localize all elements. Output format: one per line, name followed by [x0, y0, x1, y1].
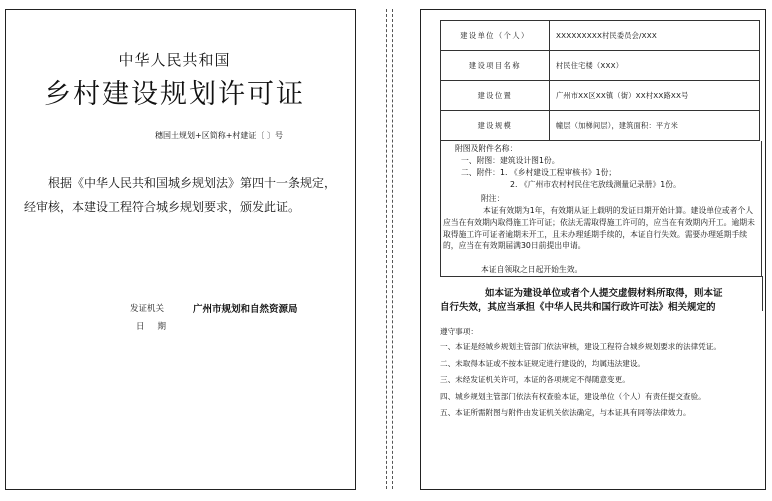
issuer-label: 发证机关 [130, 304, 165, 314]
attachments-section [440, 141, 762, 277]
location-label: 建设位置 [441, 81, 550, 111]
attachments-heading: 附图及附件名称： [455, 144, 518, 153]
project-name-label: 建设项目名称 [441, 51, 550, 81]
location-value: 广州市XX区XX镇（街）XX村XX路XX号 [550, 81, 760, 111]
false-material-warning-cut [440, 299, 760, 312]
permit-number: 穗国土规划+区简称+村建证〔 〕号 [155, 131, 283, 140]
note-heading: 附注： [481, 194, 505, 203]
note-item: 二、未取得本证或不按本证规定进行建设的，均属违法建设。 [440, 358, 646, 368]
table-row [441, 111, 760, 141]
issuer-name: 广州市规划和自然资源局 [193, 304, 298, 315]
note-item: 一、本证是经城乡规划主管部门依法审核，建设工程符合城乡规划要求的法律凭证。 [440, 342, 721, 351]
permit-title: 乡村建设规划许可证 [44, 79, 305, 110]
scale-label: 建设规模 [441, 111, 550, 141]
attachment-item-1: 二、附件：1. 《乡村建设工程审核书》1份； [461, 168, 617, 177]
table-border-right [762, 276, 763, 311]
date-label: 日期 [136, 322, 180, 332]
project-name-value: 村民住宅楼（XXX） [550, 51, 760, 81]
attachment-drawing: 一、附图：建筑设计图1份。 [461, 156, 560, 165]
false-material-warning-line-2: 自行失效，其应当承担《中华人民共和国行政许可法》相关规定的 [440, 302, 716, 312]
project-info-table [440, 20, 760, 141]
applicant-value: XXXXXXXXX村民委员会/XXX [550, 21, 760, 51]
country-name: 中华人民共和国 [118, 51, 231, 69]
notes-title: 遵守事项： [440, 327, 478, 336]
scale-value: 幢层（加梯间层），建筑面积：平方米 [550, 111, 760, 141]
fold-line-right [392, 9, 393, 489]
effective-note: 本证自领取之日起开始生效。 [481, 265, 583, 274]
fold-line-left [386, 9, 387, 489]
validity-note: 本证有效期为1年，有效期从证上载明的发证日期开始计算。建设单位或者个人应当在有效期内取得施工许可证；依法无需取得施工许可的，应当在有效期内开工。逾期未取得施工许可证者逾期未开工，且未办理延期手续的，本证自行失效。需要办理延期手续的，应当在有效期届满30日前提出申请。 [443, 206, 755, 251]
table-row [441, 21, 760, 51]
table-row [441, 81, 760, 111]
table-row [441, 51, 760, 81]
permit-body-text: 根据《中华人民共和国城乡规划法》第四十一条规定，经审核，本建设工程符合城乡规划要求，颁发此证。 [24, 176, 337, 214]
attachment-item-2: 2. 《广州市农村村民住宅放线测量记录册》1份。 [510, 180, 681, 189]
notes-section [440, 325, 760, 422]
note-item: 五、本证所需附图与附件由发证机关依法确定，与本证具有同等法律效力。 [440, 408, 691, 417]
false-material-warning: 如本证为建设单位或者个人提交虚假材料所取得，则本证 [485, 288, 723, 299]
note-item: 三、未经发证机关许可，本证的各项规定不得随意变更。 [440, 375, 630, 384]
applicant-label: 建设单位（个人） [441, 21, 550, 51]
note-item: 四、城乡规划主管部门依法有权查验本证，建设单位（个人）有责任提交查验。 [440, 391, 706, 401]
